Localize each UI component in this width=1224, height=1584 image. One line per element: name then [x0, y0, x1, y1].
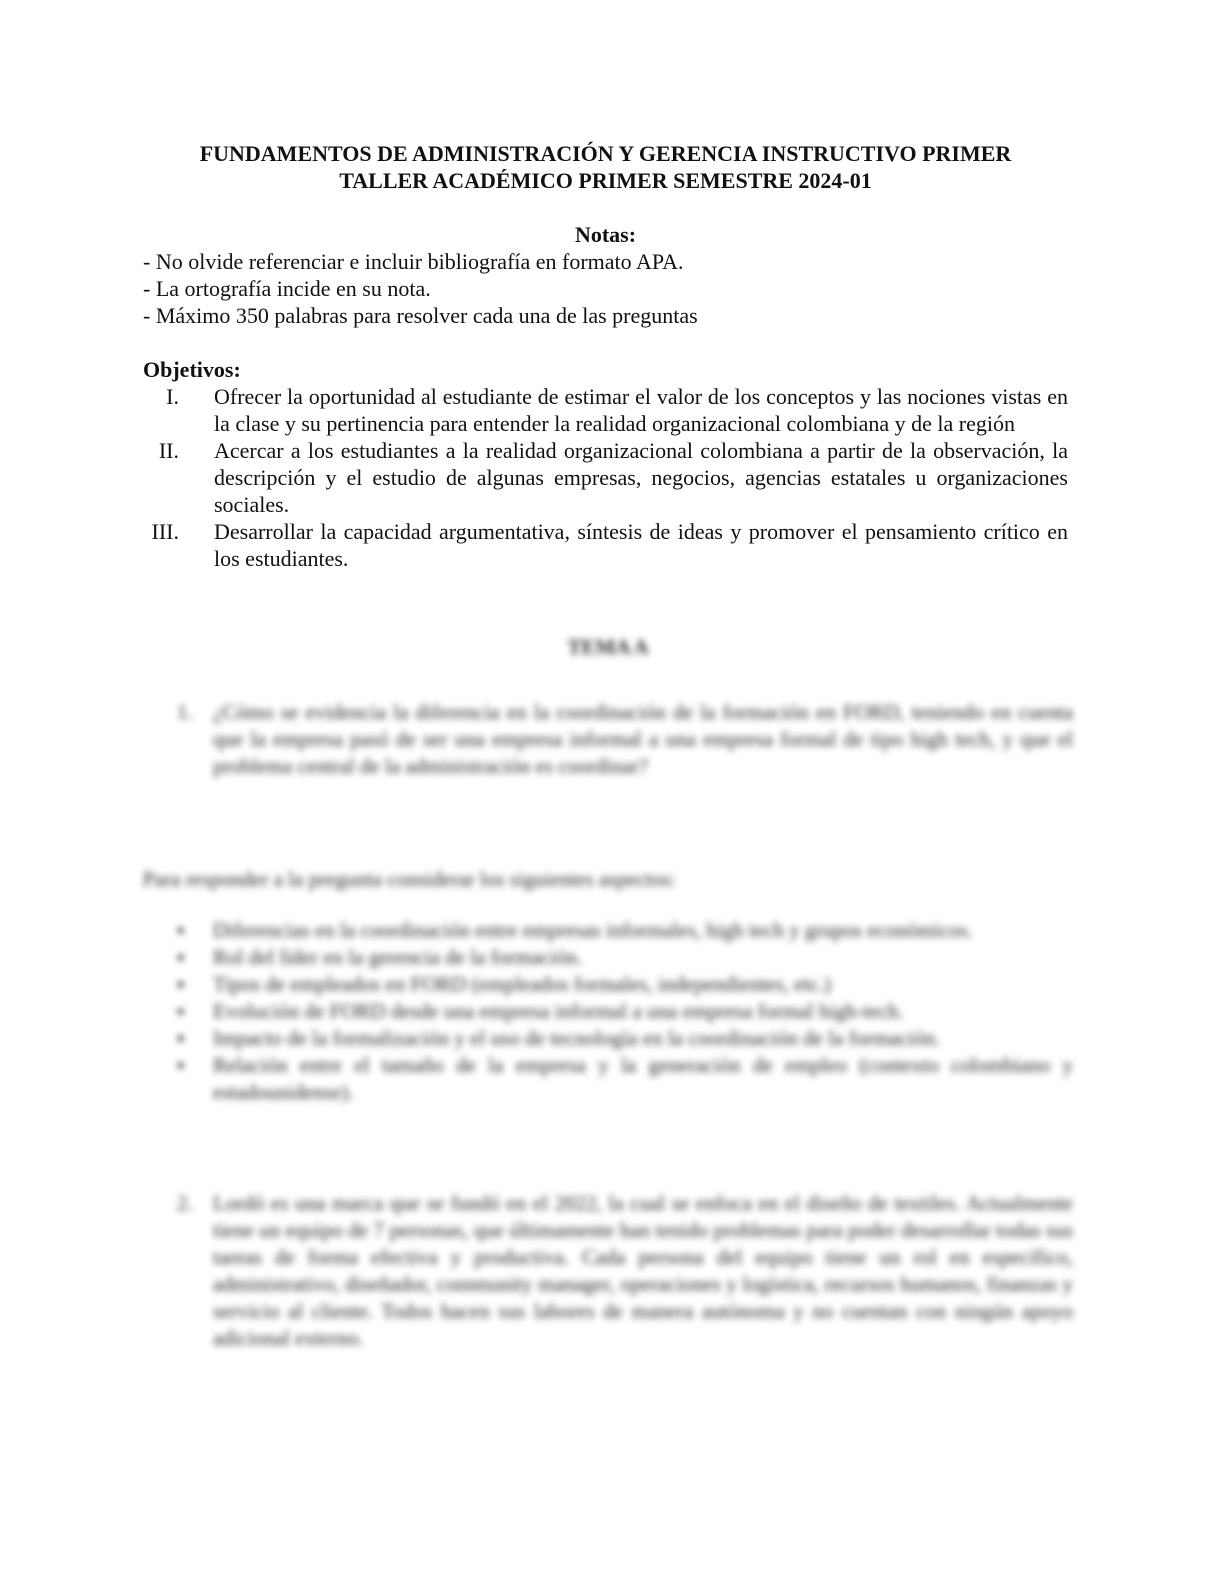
- question-text: Lordó es una marca que se fundó en el 2022, la cual se enfoca en el diseño de textiles. Actualmente tiene un equipo de 7 personas, que últimamente han tenido problemas para poder desarrollar todas sus tareas de forma efectiva y productiva. Cada persona del equipo tiene un rol en específico, administrativo, diseñador, community manager, operaciones y logística, recursos humanos, finanzas y servicio al cliente. Todos hacen sus labores de manera autónoma y no cuentan con ningún apoyo adicional externo.: [213, 1191, 1073, 1350]
- question-item: [143, 1190, 1073, 1352]
- title-line-1: FUNDAMENTOS DE ADMINISTRACIÓN Y GERENCIA INSTRUCTIVO PRIMER: [199, 141, 1012, 166]
- notes-list: [143, 248, 1068, 329]
- question-item: [143, 699, 1073, 780]
- objective-text: Ofrecer la oportunidad al estudiante de estimar el valor de los conceptos y las nociones vistas en la clase y su pertinencia para entender la realidad organizacional colombiana y de la región: [214, 384, 1068, 436]
- objective-item: [143, 518, 1068, 572]
- objective-number: III.: [151, 519, 179, 544]
- title-line-2: TALLER ACADÉMICO PRIMER SEMESTRE 2024-01: [339, 168, 872, 193]
- question-number: 2.: [177, 1191, 193, 1215]
- aspects-list: [143, 917, 1073, 1106]
- objective-text: Desarrollar la capacidad argumentativa, síntesis de ideas y promover el pensamiento crítico en los estudiantes.: [214, 519, 1068, 571]
- document-page: [143, 140, 1068, 572]
- question-number: 1.: [177, 700, 193, 724]
- notes-heading: Notas:: [574, 222, 637, 247]
- blurred-content: [143, 630, 1073, 1352]
- question-text: ¿Cómo se evidencia la diferencia en la coordinación de la formación en FORD, teniendo en cuenta que la empresa pasó de ser una empresa informal a una empresa formal de tipo high tech, y que el problema central de la administración es coordinar?: [213, 700, 1073, 778]
- list-item: ▪ Impacto de la formalización y el uso de tecnología en la coordinación de la formación.: [143, 1025, 1073, 1052]
- objective-number: I.: [166, 384, 179, 409]
- list-item: ▪ Diferencias en la coordinación entre empresas informales, high tech y grupos económicos.: [143, 917, 1073, 944]
- objectives-heading: Objetivos:: [143, 357, 241, 382]
- list-item: ▪ Evolución de FORD desde una empresa informal a una empresa formal high-tech.: [143, 998, 1073, 1025]
- objective-item: [143, 437, 1068, 518]
- objective-text: Acercar a los estudiantes a la realidad organizacional colombiana a partir de la observación, la descripción y el estudio de algunas empresas, negocios, agencias estatales u organizaciones sociales.: [214, 438, 1068, 517]
- document-title: [143, 140, 1068, 194]
- instructions-text: Para responder a la pregunta considerar los siguientes aspectos:: [143, 867, 676, 891]
- note-item: - No olvide referenciar e incluir bibliografía en formato APA.: [143, 249, 684, 274]
- note-item: - La ortografía incide en su nota.: [143, 276, 431, 301]
- list-item: ▪ Relación entre el tamaño de la empresa y la generación de empleo (contexto colombiano y estadounidense).: [143, 1052, 1073, 1106]
- note-item: - Máximo 350 palabras para resolver cada una de las preguntas: [143, 303, 698, 328]
- list-item: ▪ Rol del líder en la gerencia de la formación.: [143, 944, 1073, 971]
- objective-item: [143, 383, 1068, 437]
- objective-number: II.: [158, 438, 179, 463]
- list-item: ▪ Tipos de empleados en FORD (empleados formales, independientes, etc.): [143, 971, 1073, 998]
- section-heading: TEMA A: [567, 635, 649, 659]
